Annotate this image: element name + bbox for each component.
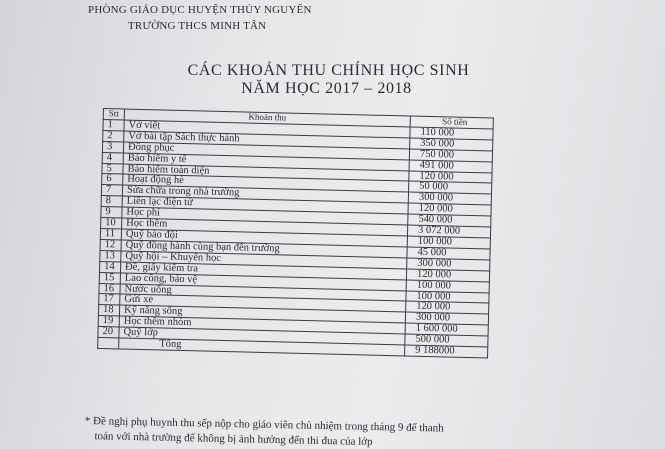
column-header-stt: Stt xyxy=(103,109,124,120)
total-label: Tổng xyxy=(119,338,405,356)
document-title: CÁC KHOẢN THU CHÍNH HỌC SINH xyxy=(187,62,470,79)
row-item-name: Bảo hiểm toàn diện xyxy=(123,164,409,182)
row-amount: 100 000 xyxy=(407,236,490,249)
row-stt: 17 xyxy=(99,294,120,305)
row-amount: 45 000 xyxy=(407,247,490,260)
row-amount: 500 000 xyxy=(405,334,488,347)
row-stt: 20 xyxy=(98,327,119,338)
row-stt: 14 xyxy=(99,261,120,272)
total-amount: 9 188000 xyxy=(405,345,488,358)
row-stt: 1 xyxy=(103,119,124,130)
row-stt: 4 xyxy=(102,152,123,163)
row-stt: 5 xyxy=(102,163,123,174)
row-amount: 120 000 xyxy=(408,203,491,216)
row-stt: 7 xyxy=(101,185,122,196)
row-amount: 3 072 000 xyxy=(407,225,490,238)
department-name: PHÒNG GIÁO DỤC HUYỆN THỦY NGUYÊN xyxy=(88,4,312,16)
school-year: NĂM HỌC 2017 – 2018 xyxy=(241,80,412,97)
row-item-name: Học thêm xyxy=(122,218,408,236)
row-amount: 750 000 xyxy=(409,149,492,162)
row-item-name: Nước uống xyxy=(120,283,406,301)
row-item-name: Sửa chữa trong nhà trường xyxy=(122,185,408,203)
total-stt-cell xyxy=(98,337,119,348)
row-stt: 19 xyxy=(98,316,119,327)
row-item-name: Vở bài tập Sách thực hành xyxy=(124,131,410,149)
row-item-name: Quỹ hội – Khuyến học xyxy=(121,251,407,269)
row-stt: 15 xyxy=(99,272,120,283)
row-amount: 100 000 xyxy=(406,290,489,303)
row-stt: 10 xyxy=(101,218,122,229)
row-stt: 2 xyxy=(103,130,124,141)
row-stt: 6 xyxy=(102,174,123,185)
row-item-name: Gửi xe xyxy=(120,294,406,312)
row-item-name: Học phí xyxy=(122,207,408,225)
row-amount: 110 000 xyxy=(410,127,493,140)
column-header-item: Khoản thu xyxy=(124,109,410,127)
footnote-line-1: * Đề nghị phụ huynh thu sếp nộp cho giáo viên chủ nhiệm trong tháng 9 để thanh xyxy=(84,414,444,435)
row-amount: 540 000 xyxy=(408,214,491,227)
row-amount: 50 000 xyxy=(409,181,492,194)
row-item-name: Kỹ năng sống xyxy=(119,305,405,323)
row-stt: 13 xyxy=(100,250,121,261)
row-amount: 100 000 xyxy=(406,280,489,293)
row-stt: 3 xyxy=(102,141,123,152)
row-item-name: Quỹ bảo đội xyxy=(121,229,407,247)
row-amount: 120 000 xyxy=(409,171,492,184)
footnote-line-2: toán với nhà trường để không bị ảnh hưởng đến thi đua của lớp xyxy=(94,430,373,449)
row-amount: 300 000 xyxy=(408,192,491,205)
column-header-amount: Số tiền xyxy=(410,116,493,129)
table-body xyxy=(98,119,493,347)
row-stt: 8 xyxy=(101,196,122,207)
row-amount: 1 600 000 xyxy=(405,323,488,336)
school-name: TRƯỜNG THCS MINH TÂN xyxy=(128,20,267,32)
row-item-name: Hoạt động hè xyxy=(123,174,409,192)
row-stt: 18 xyxy=(98,305,119,316)
row-amount: 120 000 xyxy=(406,301,489,314)
row-item-name: Quỹ lớp xyxy=(119,327,405,345)
row-amount: 300 000 xyxy=(405,312,488,325)
row-amount: 350 000 xyxy=(410,138,493,151)
row-stt: 16 xyxy=(99,283,120,294)
row-stt: 11 xyxy=(100,228,121,239)
row-item-name: Bảo hiểm y tế xyxy=(123,153,409,171)
footnote xyxy=(84,414,444,449)
row-item-name: Vở viết xyxy=(124,120,410,138)
row-amount: 300 000 xyxy=(407,258,490,271)
row-item-name: Đề, giấy kiểm tra xyxy=(120,262,406,280)
row-amount: 120 000 xyxy=(406,269,489,282)
row-item-name: Học thêm nhóm xyxy=(119,316,405,334)
row-item-name: Quỹ đồng hành cùng bạn đến trường xyxy=(121,240,407,258)
row-stt: 12 xyxy=(100,239,121,250)
row-item-name: Liên lạc điện tử xyxy=(122,196,408,214)
row-amount: 491 000 xyxy=(409,160,492,173)
row-item-name: Đồng phục xyxy=(123,142,409,160)
row-stt: 9 xyxy=(101,207,122,218)
fees-table xyxy=(97,108,494,358)
row-item-name: Lao công, bảo vệ xyxy=(120,273,406,291)
